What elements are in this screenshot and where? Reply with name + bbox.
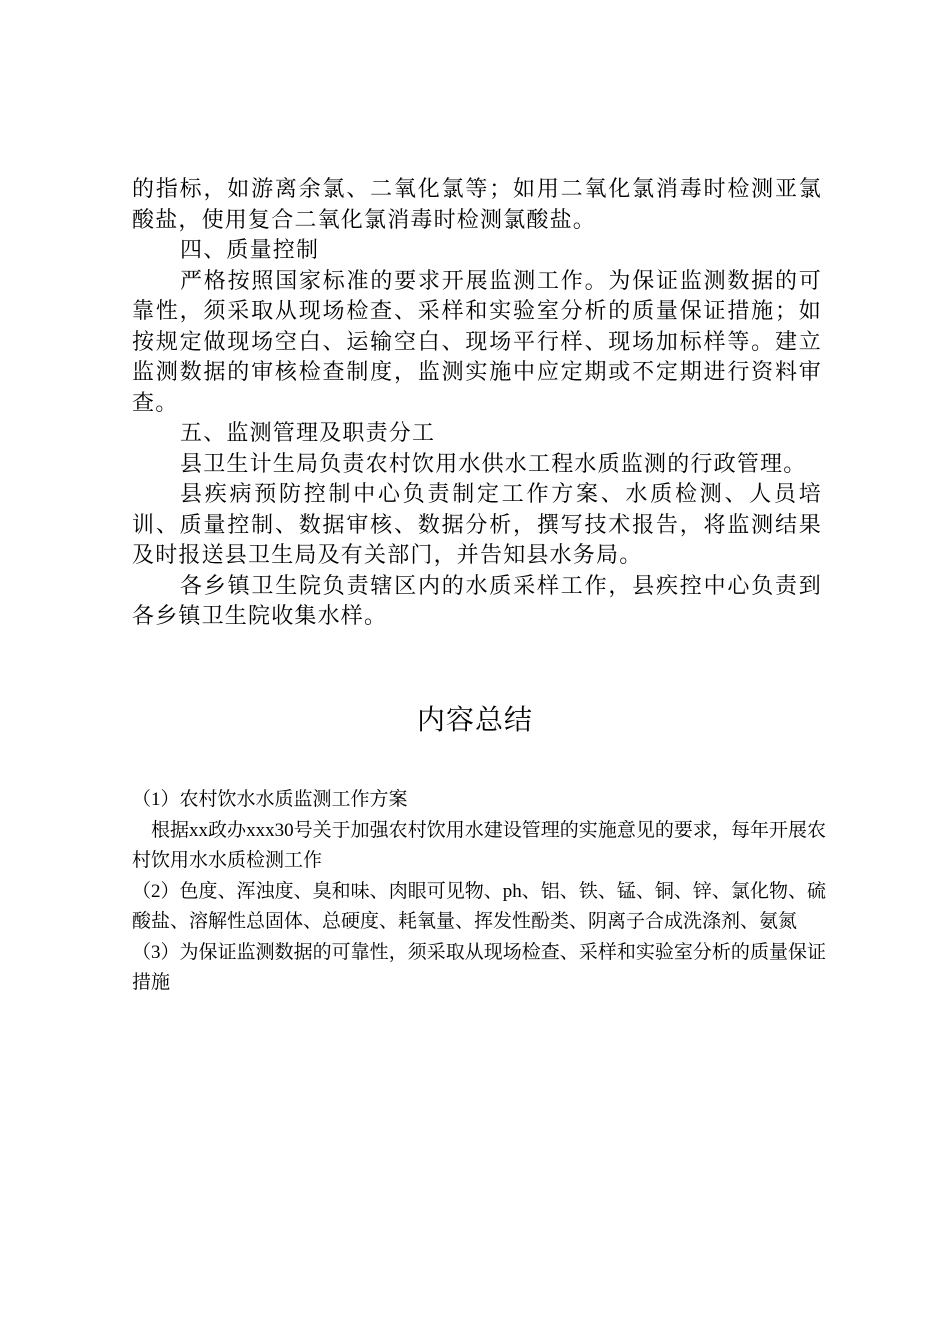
- summary-item: （1）农村饮水水质监测工作方案: [132, 789, 408, 810]
- paragraph-indicators: 的指标，如游离余氯、二氧化氯等；如用二氧化氯消毒时检测亚氯酸盐，使用复合二氧化氯消毒时检测氯酸盐。: [132, 177, 822, 233]
- summary-title: 内容总结: [416, 703, 533, 736]
- paragraph-quality-control: 严格按照国家标准的要求开展监测工作。为保证监测数据的可靠性，须采取从现场检查、采样和实验室分析的质量保证措施；如按规定做现场空白、运输空白、现场平行样、现场加标样等。建立监测数据的审核检查制度，监测实施中应定期或不定期进行资料审查。: [132, 268, 822, 416]
- paragraph-cdc: 县疾病预防控制中心负责制定工作方案、水质检测、人员培训、质量控制、数据审核、数据分析，撰写技术报告，将监测结果及时报送县卫生局及有关部门，并告知县水务局。: [132, 482, 822, 568]
- section-heading-quality-control: 四、质量控制: [180, 238, 320, 263]
- summary-item: （3）为保证监测数据的可靠性，须采取从现场检查、采样和实验室分析的质量保证措施: [132, 941, 826, 993]
- summary-item: （2）色度、浑浊度、臭和味、肉眼可见物、ph、铝、铁、锰、铜、锌、氯化物、硫酸盐、溶解性总固体、总硬度、耗氧量、挥发性酚类、阴离子合成洗涤剂、氨氮: [132, 880, 826, 932]
- section-heading-management: 五、监测管理及职责分工: [180, 421, 436, 446]
- summary-list: [132, 785, 826, 999]
- document-body: [132, 175, 822, 633]
- summary-item: 根据xx政办xxx30号关于加强农村饮用水建设管理的实施意见的要求，每年开展农村饮用水水质检测工作: [132, 819, 826, 871]
- paragraph-health-bureau: 县卫生计生局负责农村饮用水供水工程水质监测的行政管理。: [180, 451, 807, 477]
- paragraph-township-hospitals: 各乡镇卫生院负责辖区内的水质采样工作，县疾控中心负责到各乡镇卫生院收集水样。: [132, 573, 822, 629]
